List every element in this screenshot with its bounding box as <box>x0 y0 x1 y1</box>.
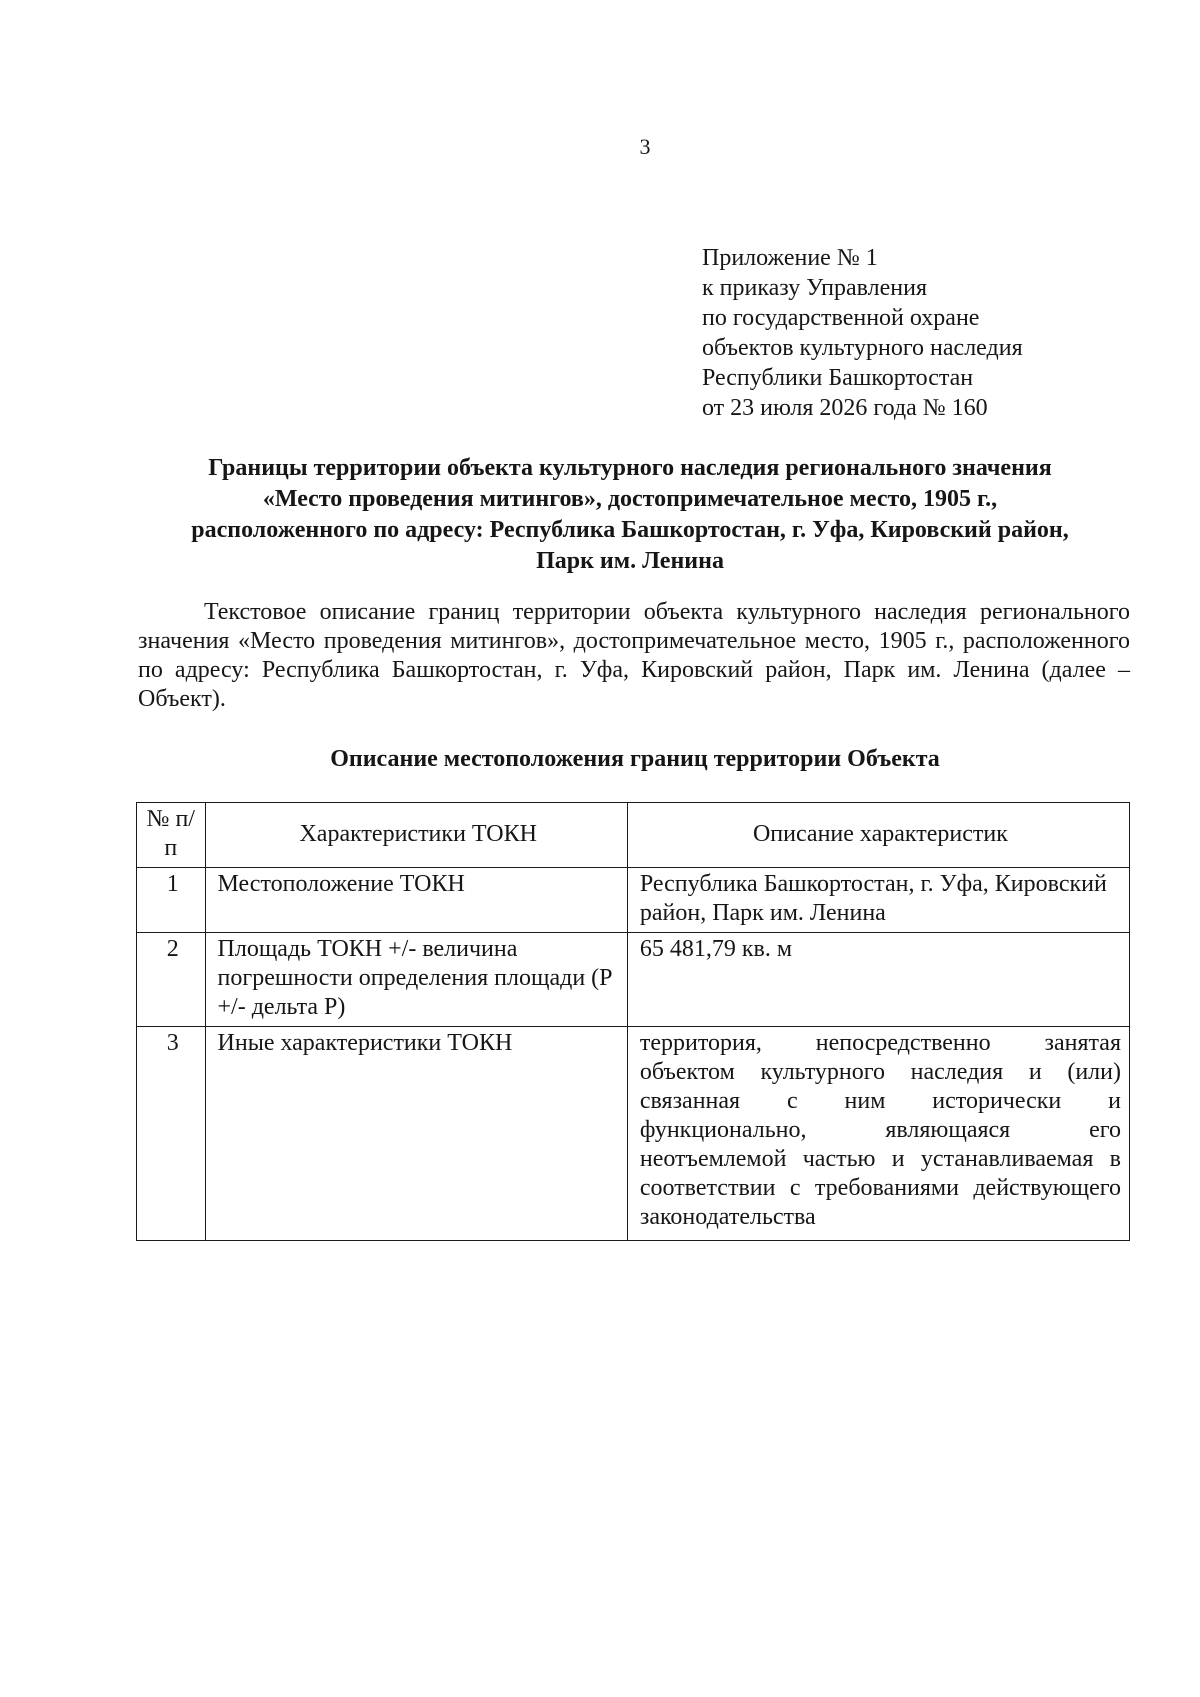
appendix-line: Приложение № 1 <box>702 245 878 271</box>
appendix-line: Республики Башкортостан <box>702 365 974 391</box>
row-characteristic: Площадь ТОКН +/- величина погрешности определения площади (P +/- дельта P) <box>205 933 627 1027</box>
row-characteristic: Иные характеристики ТОКН <box>205 1027 627 1241</box>
table-row <box>137 933 1130 1027</box>
intro-paragraph: Текстовое описание границ территории объекта культурного наследия регионального значения «Место проведения митингов», достопримечательное место, 1905 г., расположенного по адресу: Республика Башкортостан, г. Уфа, Кировский район, Парк им. Ленина (далее – Объект). <box>138 599 1130 712</box>
table-header-row <box>137 803 1130 868</box>
section-title: Описание местоположения границ территории Объекта <box>330 746 940 772</box>
page-number: 3 <box>639 134 651 159</box>
row-description: 65 481,79 кв. м <box>627 933 1129 1027</box>
document-title <box>130 453 1130 577</box>
appendix-line: объектов культурного наследия <box>702 335 1023 361</box>
appendix-line: от 23 июля 2026 года № 160 <box>702 395 988 421</box>
row-characteristic: Местоположение ТОКН <box>205 868 627 933</box>
row-num: 2 <box>137 933 206 1027</box>
row-description: территория, непосредственно занятая объектом культурного наследия и (или) связанная с ним исторически и функционально, являющаяся его неотъемлемой частью и устанавливаемая в соответствии с требованиями действующего законодательства <box>627 1027 1129 1241</box>
characteristics-table <box>136 802 1130 1241</box>
row-description: Республика Башкортостан, г. Уфа, Кировский район, Парк им. Ленина <box>627 868 1129 933</box>
row-num: 3 <box>137 1027 206 1241</box>
appendix-line: к приказу Управления <box>702 275 928 301</box>
table-row <box>137 868 1130 933</box>
appendix-block <box>702 243 1023 423</box>
header-description: Описание характеристик <box>627 803 1129 868</box>
title-line: расположенного по адресу: Республика Башкортостан, г. Уфа, Кировский район, <box>191 517 1069 543</box>
row-num: 1 <box>137 868 206 933</box>
table-row <box>137 1027 1130 1241</box>
title-line: Границы территории объекта культурного наследия регионального значения <box>208 455 1052 481</box>
appendix-line: по государственной охране <box>702 305 980 331</box>
header-characteristic: Характеристики ТОКН <box>205 803 627 868</box>
title-line: Парк им. Ленина <box>536 548 724 574</box>
header-num: № п/п <box>137 803 206 868</box>
title-line: «Место проведения митингов», достопримечательное место, 1905 г., <box>262 486 998 512</box>
